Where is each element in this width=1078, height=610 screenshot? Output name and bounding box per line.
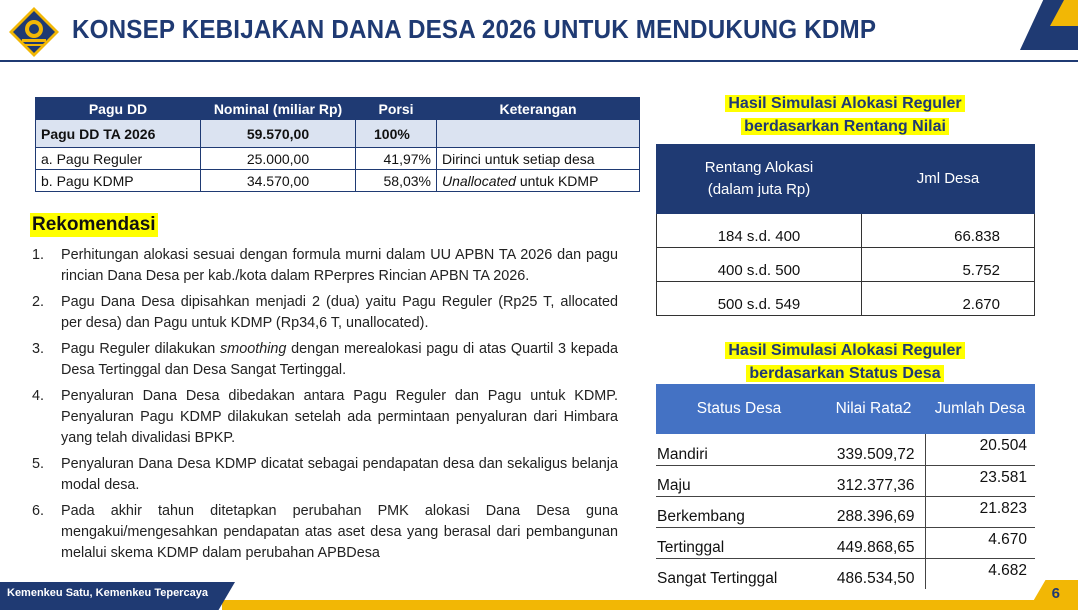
table-row: [657, 214, 1035, 248]
cell-range: 500 s.d. 549: [657, 282, 862, 316]
table-row: [656, 496, 1035, 527]
range-section-heading: Hasil Simulasi Alokasi Reguler berdasarkan Rentang Nilai: [656, 92, 1034, 138]
table-row-total: [36, 120, 640, 148]
cell-avg: 312.377,36: [822, 465, 925, 496]
cell-keterangan: Unallocated untuk KDMP: [437, 170, 640, 192]
cell-status: Sangat Tertinggal: [657, 570, 778, 587]
col-header-jumlah: Jumlah Desa: [925, 384, 1035, 434]
rekomendasi-heading: Rekomendasi: [32, 214, 156, 235]
status-section-heading: Hasil Simulasi Alokasi Reguler berdasarkan Status Desa: [656, 339, 1034, 385]
status-table: [656, 384, 1035, 589]
cell-range: 184 s.d. 400: [657, 214, 862, 248]
cell-label: b. Pagu KDMP: [36, 170, 201, 192]
cell-nominal: 59.570,00: [201, 120, 356, 148]
title-divider: [0, 60, 1078, 62]
list-item: 5. Penyaluran Dana Desa KDMP dicatat sebagai pendapatan desa dan sekaligus belanja modal desa.: [32, 456, 618, 493]
col-header-jml-desa: Jml Desa: [862, 145, 1035, 214]
list-item: 1. Perhitungan alokasi sesuai dengan formula murni dalam UU APBN TA 2026 dan pagu rincian Dana Desa per kab./kota dalam RPerpres Rincian APBN TA 2026.: [32, 247, 618, 284]
page-number: 6: [1051, 585, 1060, 602]
cell-range: 400 s.d. 500: [657, 248, 862, 282]
cell-count: 20.504: [925, 434, 1035, 465]
table-row: [656, 527, 1035, 558]
page-title: KONSEP KEBIJAKAN DANA DESA 2026 UNTUK MENDUKUNG KDMP: [72, 14, 877, 44]
cell-label: Pagu DD TA 2026: [36, 120, 201, 148]
table-row: [656, 465, 1035, 496]
cell-count: 23.581: [925, 465, 1035, 496]
pagu-summary-table: [35, 97, 640, 192]
cell-count: 4.682: [988, 561, 1027, 579]
list-item: 3. Pagu Reguler dilakukan smoothing dengan merealokasi pagu di atas Quartil 3 kepada Desa Tertinggal dan Desa Sangat Tertinggal.: [32, 341, 618, 378]
kemenkeu-logo-icon: [8, 6, 60, 58]
cell-porsi: 58,03%: [356, 170, 437, 192]
table-row: [656, 558, 1035, 589]
cell-count: 4.670: [925, 527, 1035, 558]
table-row: [657, 282, 1035, 316]
table-row: [656, 434, 1035, 465]
list-item: 2. Pagu Dana Desa dipisahkan menjadi 2 (dua) yaitu Pagu Reguler (Rp25 T, allocated per desa) dan Pagu untuk KDMP (Rp34,6 T, unallocated).: [32, 294, 618, 331]
col-header-rentang: Rentang Alokasi (dalam juta Rp): [657, 145, 862, 214]
col-header-porsi: Porsi: [356, 98, 437, 120]
cell-nominal: 25.000,00: [201, 148, 356, 170]
cell-status: Maju: [656, 465, 822, 496]
cell-avg: 449.868,65: [822, 527, 925, 558]
rekomendasi-list: [30, 245, 618, 564]
cell-porsi: 41,97%: [356, 148, 437, 170]
cell-avg: 339.509,72: [822, 434, 925, 465]
col-header-nilai: Nilai Rata2: [822, 384, 925, 434]
table-row: [657, 248, 1035, 282]
cell-count: 5.752: [862, 248, 1035, 282]
cell-count: 21.823: [925, 496, 1035, 527]
table-row: [36, 170, 640, 192]
col-header-nominal: Nominal (miliar Rp): [201, 98, 356, 120]
list-item: 6. Pada akhir tahun ditetapkan perubahan PMK alokasi Dana Desa guna mengakui/mengesahkan pendapatan atas aset desa yang berasal dari pembangunan melalui skema KDMP dalam perubahan APBDesa: [32, 503, 618, 561]
col-header-keterangan: Keterangan: [437, 98, 640, 120]
cell-porsi: 100%: [356, 120, 437, 148]
cell-count: 2.670: [862, 282, 1035, 316]
cell-status: Berkembang: [656, 496, 822, 527]
cell-keterangan: Dirinci untuk setiap desa: [437, 148, 640, 170]
cell-avg: 486.534,50: [822, 558, 925, 589]
col-header-status: Status Desa: [656, 384, 822, 434]
cell-count: 66.838: [862, 214, 1035, 248]
cell-label: a. Pagu Reguler: [36, 148, 201, 170]
list-item: 4. Penyaluran Dana Desa dibedakan antara Pagu Reguler dan Pagu untuk KDMP. Penyaluran Pagu KDMP dilakukan setelah ada permintaan penyaluran dari Himbara yang telah divalidasi BPKP.: [32, 388, 618, 446]
table-row: [36, 148, 640, 170]
cell-status: Tertinggal: [656, 527, 822, 558]
range-table: [656, 144, 1035, 316]
cell-nominal: 34.570,00: [201, 170, 356, 192]
footer-accent-bar: [222, 600, 1078, 610]
cell-status: Mandiri: [656, 434, 822, 465]
cell-keterangan: [437, 120, 640, 148]
col-header-pagu: Pagu DD: [36, 98, 201, 120]
cell-avg: 288.396,69: [822, 496, 925, 527]
footer-tagline: Kemenkeu Satu, Kemenkeu Tepercaya: [7, 587, 208, 599]
